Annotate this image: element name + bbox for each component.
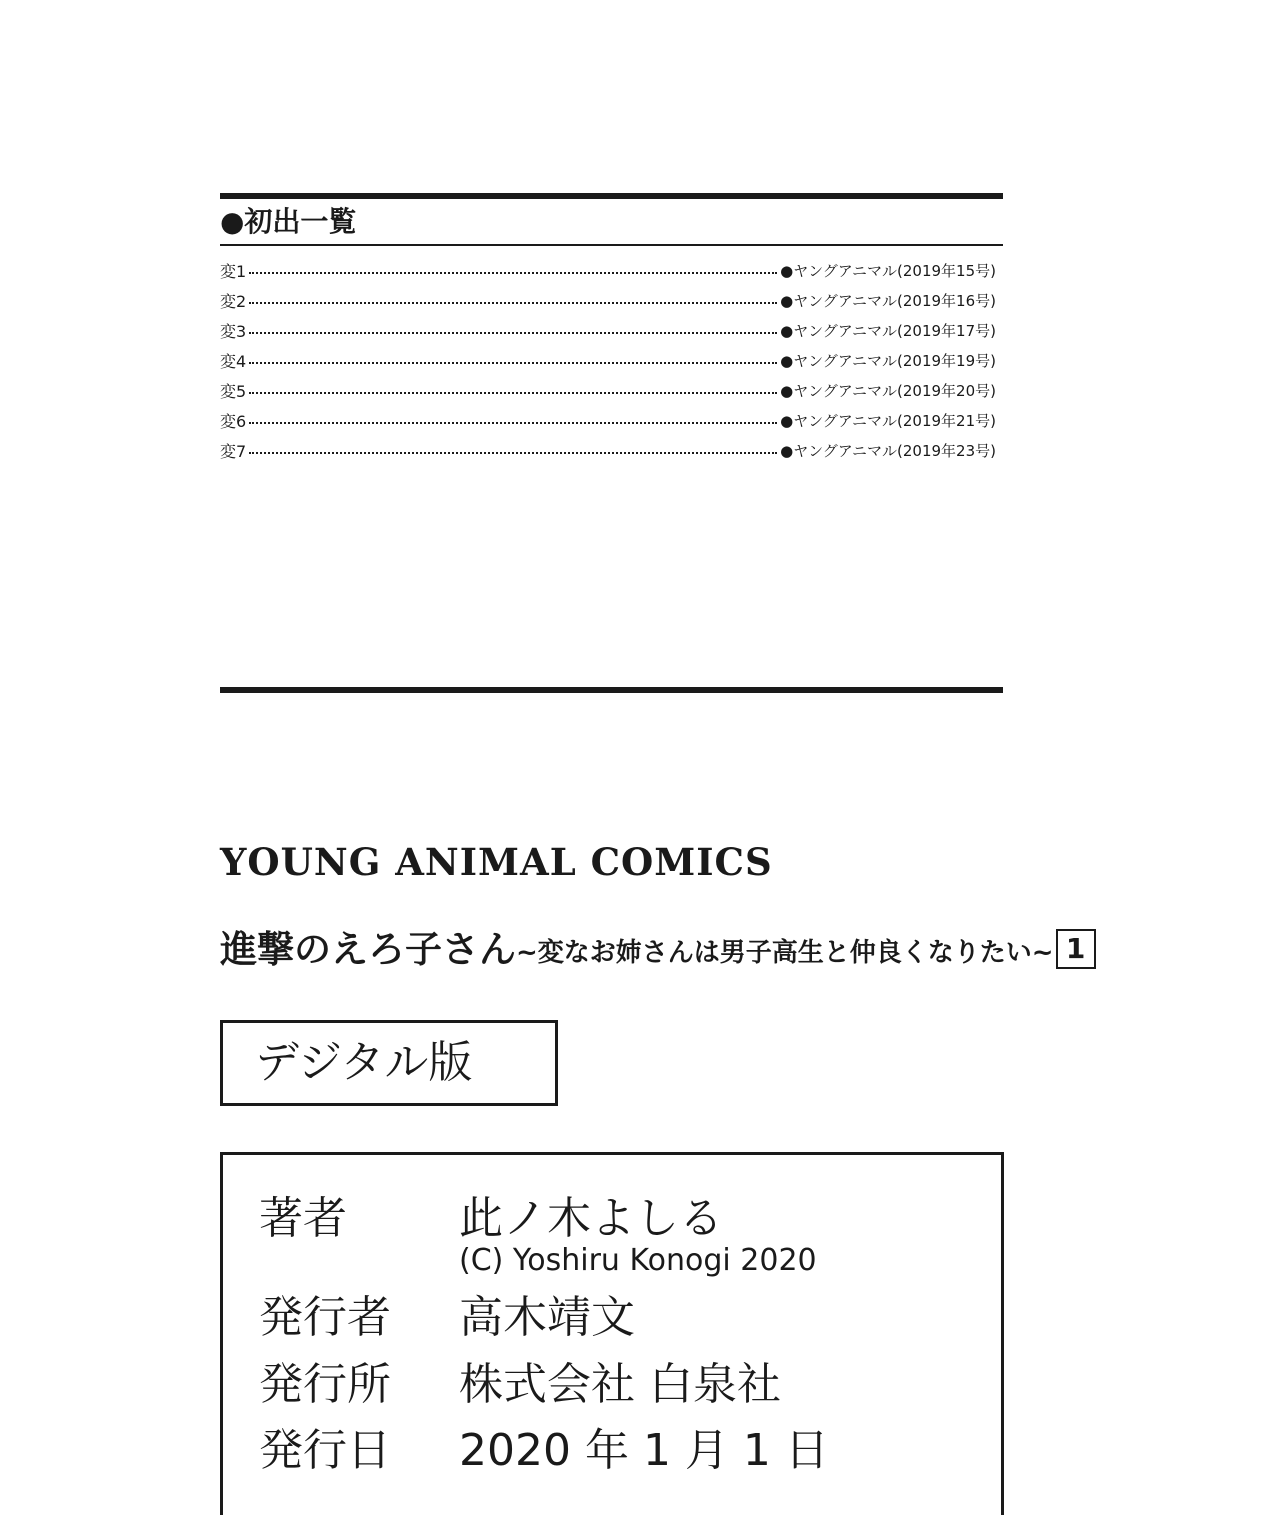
source-label: ●ヤングアニマル(2019年21号) <box>780 411 996 430</box>
publisher-name: 株式会社 白泉社 <box>459 1359 781 1410</box>
source-label: ●ヤングアニマル(2019年23号) <box>780 441 996 460</box>
chapter-label: 変4 <box>220 351 247 371</box>
list-item <box>220 435 996 465</box>
source-label: ●ヤングアニマル(2019年20号) <box>780 381 996 400</box>
list-item <box>220 405 996 435</box>
section-rule <box>220 687 1003 693</box>
first-appearance-heading: ●初出一覧 <box>220 205 357 238</box>
copyright-notice: (C) Yoshiru Konogi 2020 <box>459 1243 817 1278</box>
dot-leader <box>249 362 777 364</box>
publisher-person: 高木靖文 <box>459 1292 635 1343</box>
volume-badge: 1 <box>1056 929 1096 969</box>
list-item <box>220 255 996 285</box>
heading-underline <box>220 244 1003 246</box>
dot-leader <box>249 392 777 394</box>
list-item <box>220 345 996 375</box>
publisher-person-label: 発行者 <box>259 1292 391 1343</box>
top-rule <box>220 193 1003 199</box>
list-item <box>220 285 996 315</box>
publish-date: 2020 年 1 月 1 日 <box>459 1425 829 1476</box>
source-label: ●ヤングアニマル(2019年15号) <box>780 261 996 280</box>
book-title-sub: ~変なお姉さんは男子高生と仲良くなりたい~ <box>516 938 1054 968</box>
dot-leader <box>249 272 777 274</box>
list-item <box>220 375 996 405</box>
chapter-label: 変5 <box>220 381 247 401</box>
list-item <box>220 315 996 345</box>
dot-leader <box>249 332 777 334</box>
chapter-label: 変7 <box>220 441 247 461</box>
dot-leader <box>249 302 777 304</box>
first-appearance-list <box>220 255 996 465</box>
dot-leader <box>249 452 777 454</box>
source-label: ●ヤングアニマル(2019年16号) <box>780 291 996 310</box>
source-label: ●ヤングアニマル(2019年17号) <box>780 321 996 340</box>
chapter-label: 変2 <box>220 291 247 311</box>
source-label: ●ヤングアニマル(2019年19号) <box>780 351 996 370</box>
book-title-main: 進撃のえろ子さん <box>220 928 516 971</box>
book-title <box>220 926 1096 972</box>
chapter-label: 変3 <box>220 321 247 341</box>
edition-label: デジタル版 <box>220 1020 558 1106</box>
chapter-label: 変6 <box>220 411 247 431</box>
chapter-label: 変1 <box>220 261 247 281</box>
author-name: 此ノ木よしる <box>459 1193 723 1244</box>
credits-box <box>220 1152 1004 1515</box>
author-label: 著者 <box>259 1193 347 1244</box>
publisher-label: 発行所 <box>259 1359 391 1410</box>
publish-date-label: 発行日 <box>259 1425 391 1476</box>
imprint-brand: YOUNG ANIMAL COMICS <box>220 840 773 884</box>
dot-leader <box>249 422 777 424</box>
